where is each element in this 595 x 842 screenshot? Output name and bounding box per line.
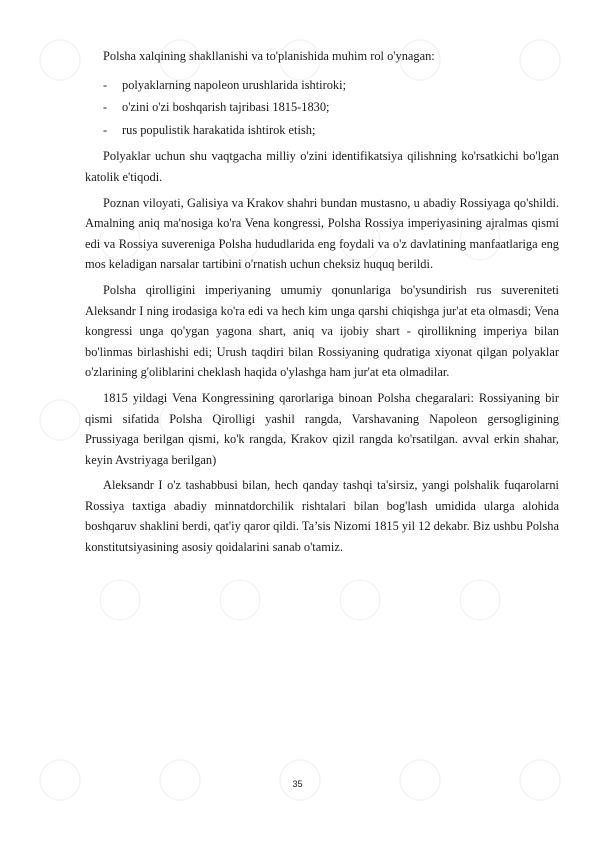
paragraph: Polyaklar uchun shu vaqtgacha milliy o'zini identifikatsiya qilishning ko'rsatkichi bo'lgan katolik e'tiqodi. xyxy=(85,149,559,184)
paragraph: Polsha qirolligini imperiyaning umumiy qonunlariga bo'ysundirish rus suvereniteti Aleksandr I ning irodasiga ko'ra edi va hech kim unga qarshi chiqishga jur'at eta olmasdi; Vena kongressi unga qo'ygan yagona shart, aniq va ijobiy shart - qirollikning imperiya bilan bo'linmas birlashishi edi; Urush taqdiri bilan Rossiyaning qudratiga xiyonat qilgan polyaklar o'zlarining g'oliblarini cheklash haqida o'ylashga ham jur'at eta olmadilar. xyxy=(85,282,559,380)
intro-line: Polsha xalqining shakllanishi va to'planishida muhim rol o'ynagan: xyxy=(103,49,435,63)
list-item xyxy=(85,75,559,96)
paragraph: Aleksandr I o'z tashabbusi bilan, hech qanday tashqi ta'sirsiz, yangi polshalik fuqarolarni Rossiya taxtiga abadiy minnatdorchilik rishtalari bilan bog'lash umidida ularga alohida boshqaruv shaklini berdi, qat'iy qaror qildi. Ta’sis Nizomi 1815 yil 12 dekabr. Biz ushbu Polsha konstitutsiyasining asosiy qoidalarini sanab o'tamiz. xyxy=(85,478,559,555)
paragraph: 1815 yildagi Vena Kongressining qarorlariga binoan Polsha chegaralari: Rossiyaning bir qismi sifatida Polsha Qirolligi yashil rangda, Varshavaning Napoleon gersogligining Prussiyaga berilgan qismi, ko'k rangda, Krakov qizil rangda ko'rsatilgan. avval erkin shahar, keyin Avstriyaga berilgan) xyxy=(85,390,559,467)
dash-marker: - xyxy=(103,77,108,92)
list-item-text: polyaklarning napoleon urushlarida ishtiroki; xyxy=(122,77,347,92)
list-item xyxy=(85,97,559,118)
dash-marker: - xyxy=(103,100,108,115)
document-body xyxy=(85,46,559,563)
list-item-text: rus populistik harakatida ishtirok etish; xyxy=(122,122,316,137)
dash-marker: - xyxy=(103,122,108,137)
list-item xyxy=(85,120,559,141)
page-number: 35 xyxy=(292,779,303,789)
list-item-text: o'zini o'zi boshqarish tajribasi 1815-1830; xyxy=(122,100,330,115)
paragraph: Poznan viloyati, Galisiya va Krakov shahri bundan mustasno, u abadiy Rossiyaga qo'shildi. Amalning aniq ma'nosiga ko'ra Vena kongressi, Polsha Rossiya imperiyasining ajralmas qismi edi va Rossiya suvereniga Polsha hududlarida eng foydali va o'z davlatining manfaatlariga eng mos keladigan narsalar tartibini o'rnatish uchun cheksiz huquq berildi. xyxy=(85,195,559,272)
bullet-list xyxy=(85,75,559,141)
